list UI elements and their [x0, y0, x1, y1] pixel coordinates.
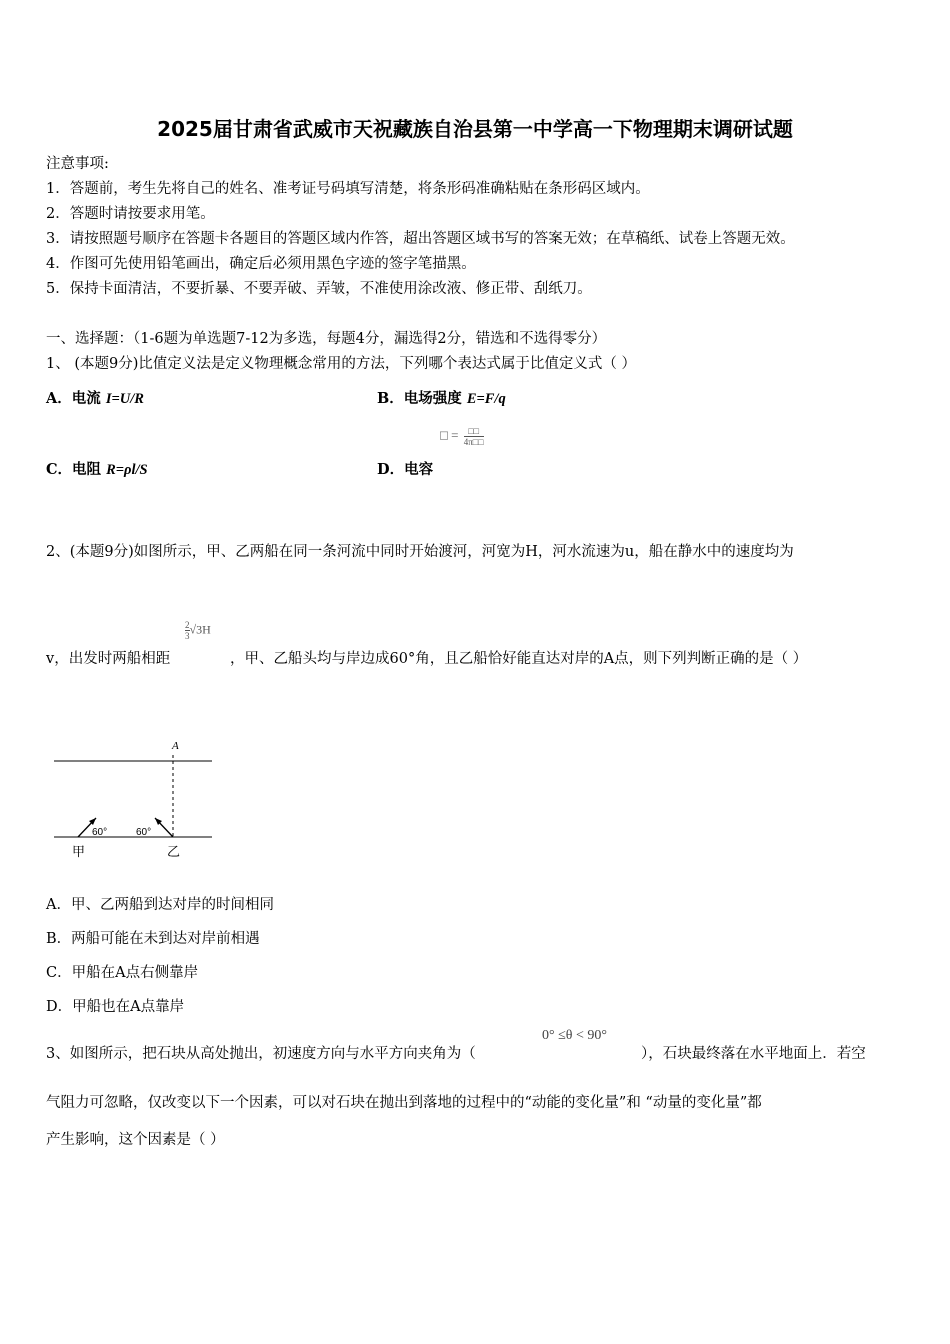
q1-option-c-formula: R=ρl/S: [106, 462, 148, 478]
notice-item: 3．请按照题号顺序在答题卡各题目的答题区域内作答，超出答题区域书写的答案无效；在草稿纸、试卷上答题无效。: [46, 231, 795, 247]
q1-option-a-formula: I=U/R: [105, 391, 144, 407]
q3-line2: 气阻力可忽略，仅改变以下一个因素，可以对石块在抛出到落地的过程中的“动能的变化量”和 “动量的变化量”都: [46, 1095, 762, 1111]
label-yi: 乙: [167, 845, 181, 860]
q3-line3: 产生影响，这个因素是（ ）: [46, 1132, 225, 1148]
q2-stem-line2: [46, 647, 170, 668]
label-a: A: [172, 740, 179, 752]
q1-option-b-formula: E=F/q: [466, 391, 506, 407]
q1-option-d-formula: [440, 426, 484, 447]
q1-option-c: [46, 458, 148, 479]
q2-option-a: A．甲、乙两船到达对岸的时间相同: [46, 897, 274, 913]
q3-line1-post: ），石块最终落在水平地面上．若空: [641, 1046, 866, 1062]
angle-jia: 60°: [92, 827, 108, 838]
q1-option-d-num: □□: [464, 426, 484, 437]
river-figure: [50, 735, 220, 865]
q3-angle-formula: 0° ≤θ < 90°: [542, 1028, 607, 1043]
q1-option-d-den: 4π□□: [463, 437, 484, 447]
q3-line1-pre: 3、如图所示，把石块从高处抛出，初速度方向与水平方向夹角为（: [46, 1046, 476, 1062]
q1-option-b: [377, 387, 506, 408]
q1-option-a: [46, 387, 144, 408]
q1-option-b-label: B．电场强度: [377, 390, 467, 407]
page-title: 2025届甘肃省武威市天祝藏族自治县第一中学高一下物理期末调研试题: [157, 117, 793, 141]
q1-option-d-lhs: □ =: [440, 427, 459, 443]
q2-stem-post: ，甲、乙船头均与岸边成60°角，且乙船恰好能直达对岸的A点，则下列判断正确的是（ ）: [230, 651, 808, 667]
q2-frac-den: 3: [185, 631, 190, 641]
section-heading: 一、选择题：（1-6题为单选题7-12为多选，每题4分，漏选得2分，错选和不选得零分）: [46, 331, 607, 347]
q1-option-a-label: A．电流: [46, 390, 106, 407]
q1-stem: [46, 352, 636, 373]
q1-option-d-label: D．电容: [377, 461, 434, 478]
q1-stem-text: 1、 (本题9分)比值定义法是定义物理概念常用的方法，下列哪个表达式属于比值定义式（ ）: [46, 356, 636, 372]
q2-option-d: D．甲船也在A点靠岸: [46, 999, 185, 1015]
notice-heading: 注意事项:: [46, 156, 109, 172]
q2-distance-formula: [185, 620, 211, 641]
q2-stem-line1: 2、(本题9分)如图所示，甲、乙两船在同一条河流中同时开始渡河，河宽为H，河水流速为u，船在静水中的速度均为: [46, 544, 794, 560]
notice-item: 4．作图可先使用铅笔画出，确定后必须用黑色字迹的签字笔描黑。: [46, 256, 476, 272]
notice-item: 5．保持卡面清洁，不要折暴、不要弄破、弄皱，不准使用涂改液、修正带、刮纸刀。: [46, 281, 592, 297]
label-jia: 甲: [72, 845, 86, 860]
angle-yi: 60°: [136, 827, 152, 838]
q2-option-b: B．两船可能在未到达对岸前相遇: [46, 931, 260, 947]
q2-stem-pre: v，出发时两船相距: [46, 651, 171, 667]
q2-frac-num: 2: [185, 620, 190, 630]
q2-distance-rest: √3H: [189, 622, 211, 637]
notice-item: 1．答题前，考生先将自己的姓名、准考证号码填写清楚，将条形码准确粘贴在条形码区域内。: [46, 181, 650, 197]
q2-option-c: C．甲船在A点右侧靠岸: [46, 965, 199, 981]
q1-option-c-label: C．电阻: [46, 461, 107, 478]
notice-item: 2．答题时请按要求用笔。: [46, 206, 215, 222]
q1-option-d: [377, 458, 433, 479]
